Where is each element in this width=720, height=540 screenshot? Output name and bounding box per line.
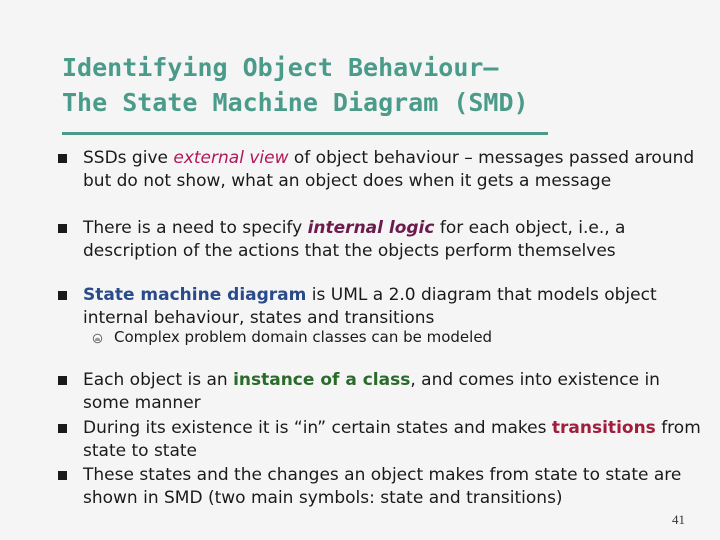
bullet-text: Each object is an instance of a class, and comes into existence in some manner <box>83 370 660 413</box>
bullet-item <box>58 369 708 415</box>
square-bullet-icon <box>58 424 67 433</box>
sub-bullet-text: Complex problem domain classes can be modeled <box>114 328 493 346</box>
title-underline <box>62 132 548 135</box>
emphasis-instance-of-class: instance of a class <box>233 370 411 390</box>
square-bullet-icon <box>58 224 67 233</box>
bullet-item <box>58 464 708 510</box>
square-bullet-icon <box>58 471 67 480</box>
page-number: 41 <box>672 512 685 527</box>
bullet-text: These states and the changes an object makes from state to state are shown in SMD (two main symbols: state and transitions) <box>83 465 682 508</box>
bullet-item <box>58 417 708 463</box>
sub-bullet-item <box>92 327 492 348</box>
emphasis-state-machine-diagram: State machine diagram <box>83 285 307 305</box>
round-bullet-icon <box>92 333 103 344</box>
emphasis-transitions: transitions <box>551 418 656 438</box>
square-bullet-icon <box>58 154 67 163</box>
bullet-item <box>58 217 708 263</box>
slide-title <box>62 50 702 120</box>
bullet-text: There is a need to specify internal logic for each object, i.e., a description of the actions that the objects perform themselves <box>83 218 626 261</box>
square-bullet-icon <box>58 376 67 385</box>
bullet-item <box>58 147 708 193</box>
bullet-text: State machine diagram is UML a 2.0 diagram that models object internal behaviour, states and transitions <box>83 285 657 328</box>
bullet-item <box>58 284 708 330</box>
emphasis-internal-logic: internal logic <box>307 218 435 238</box>
title-line-2: The State Machine Diagram (SMD) <box>62 88 529 117</box>
square-bullet-icon <box>58 291 67 300</box>
bullet-text: During its existence it is “in” certain states and makes transitions from state to state <box>83 418 701 461</box>
title-line-1: Identifying Object Behaviour— <box>62 53 499 82</box>
emphasis-external-view: external view <box>173 148 289 168</box>
bullet-text: SSDs give external view of object behaviour – messages passed around but do not show, what an object does when it gets a message <box>83 148 695 191</box>
